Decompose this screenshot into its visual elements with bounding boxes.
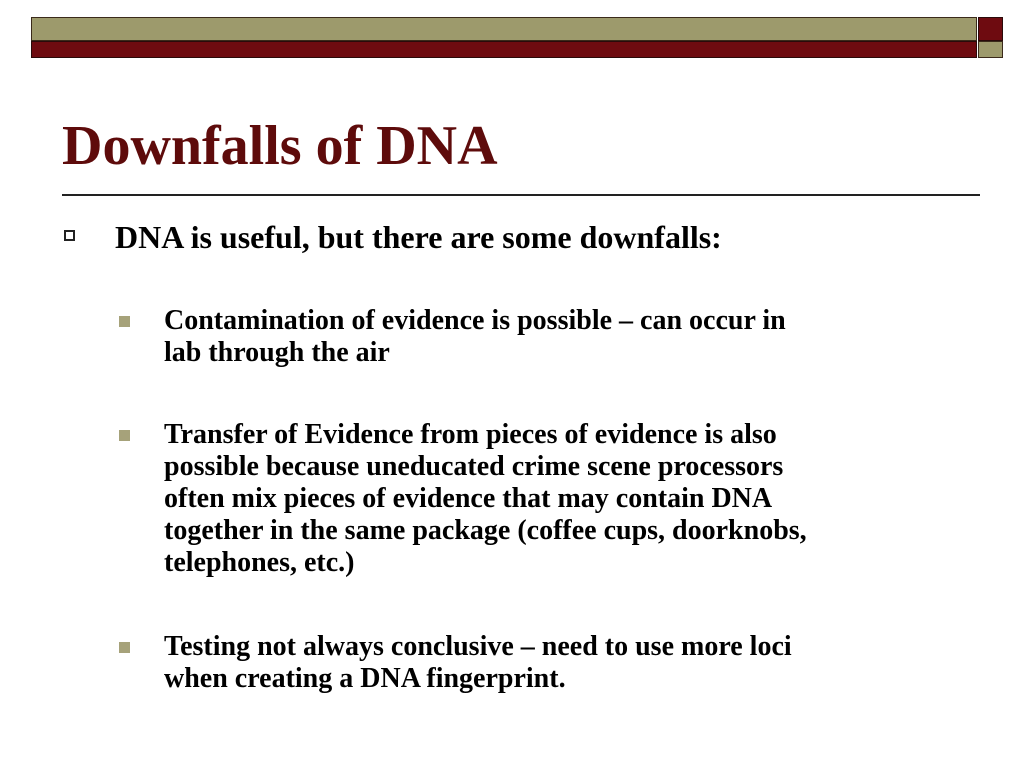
filled-square-icon — [119, 430, 130, 441]
text-line: lab through the air — [164, 337, 390, 368]
sub-bullet-text — [164, 419, 964, 579]
text-line: often mix pieces of evidence that may contain DNA — [164, 483, 773, 514]
text-line: telephones, etc.) — [164, 547, 355, 578]
text-line: Contamination of evidence is possible – can occur in — [164, 305, 786, 336]
slide-title: Downfalls of DNA — [62, 115, 498, 177]
text-line: together in the same package (coffee cups, doorknobs, — [164, 515, 807, 546]
text-line: Transfer of Evidence from pieces of evidence is also — [164, 419, 777, 450]
main-bullet-text: DNA is useful, but there are some downfalls: — [115, 219, 722, 255]
filled-square-icon — [119, 316, 130, 327]
text-line: when creating a DNA fingerprint. — [164, 663, 566, 694]
text-line: Testing not always conclusive – need to use more loci — [164, 631, 792, 662]
sub-bullet-text — [164, 631, 964, 695]
hollow-square-icon — [64, 230, 75, 241]
text-line: possible because uneducated crime scene processors — [164, 451, 784, 482]
filled-square-icon — [119, 642, 130, 653]
sub-bullet-text — [164, 305, 964, 369]
